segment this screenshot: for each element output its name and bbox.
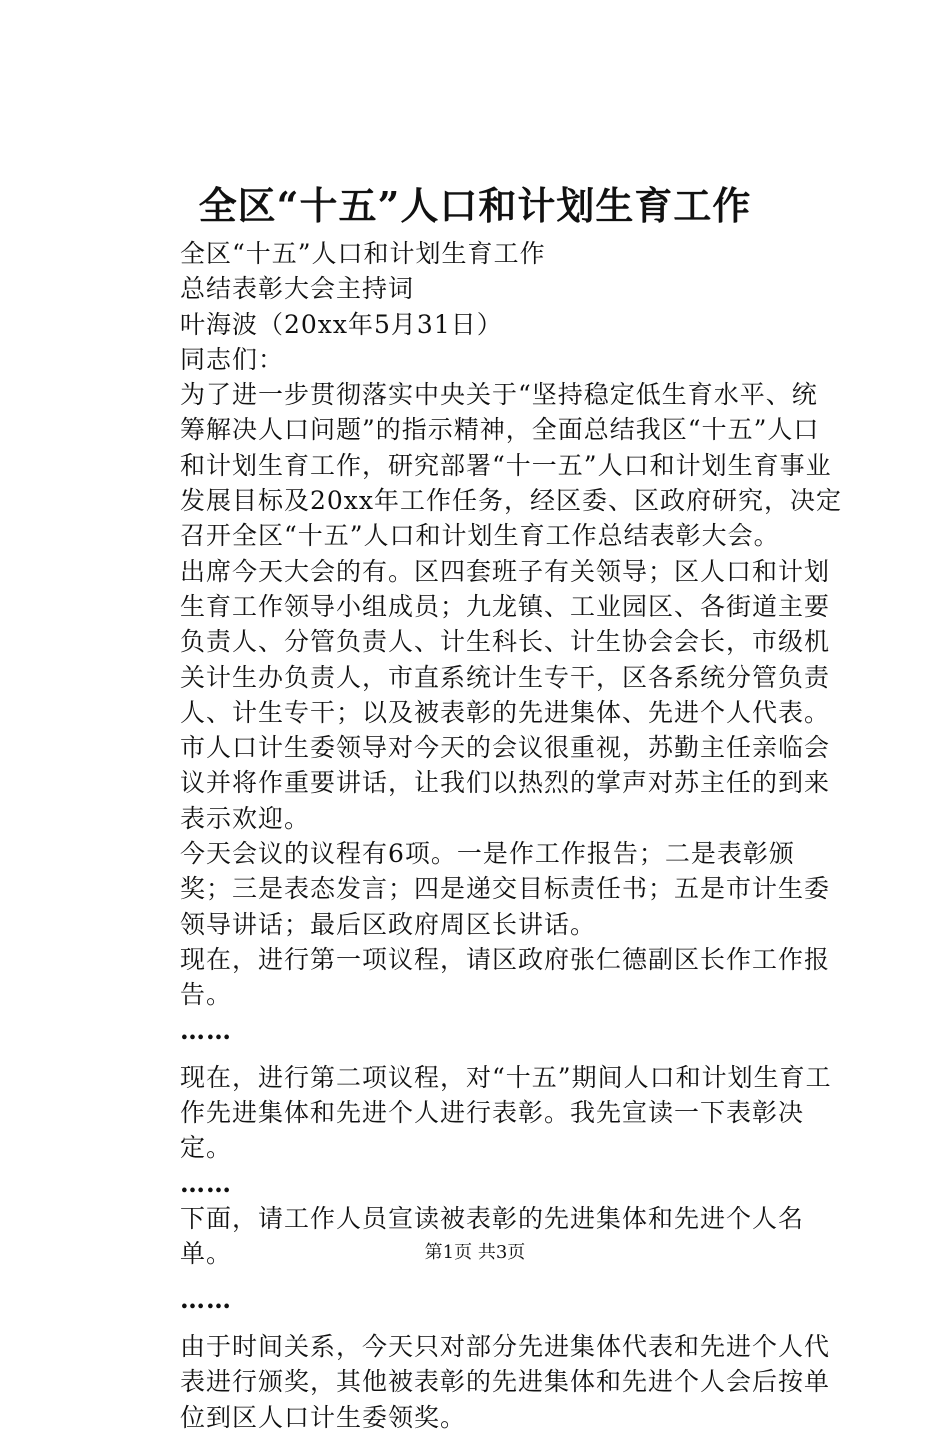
paragraph-3: 今天会议的议程有6项。一是作工作报告；二是表彰颁奖；三是表态发言；四是递交目标责任书；五是市计生委领导讲话；最后区政府周区长讲话。 bbox=[180, 839, 831, 939]
paragraph-5: 现在，进行第二项议程，对“十五”期间人口和计划生育工作先进集体和先进个人进行表彰。我先宣读一下表彰决定。 bbox=[180, 1062, 832, 1163]
page-number-footer: 第1页 共3页 bbox=[424, 1242, 526, 1263]
header-line-salutation: 同志们： bbox=[180, 344, 285, 374]
paragraph-7: 由于时间关系，今天只对部分先进集体代表和先进个人代表进行颁奖，其他被表彰的先进集体和先进个人会后按单位到区人口计生委领奖。 bbox=[180, 1331, 831, 1432]
ellipsis-1: …… bbox=[180, 1015, 232, 1045]
paragraph-6: 下面，请工作人员宣读被表彰的先进集体和先进个人名单。 bbox=[180, 1204, 805, 1269]
header-line-event: 全区“十五”人口和计划生育工作 bbox=[180, 239, 546, 268]
ellipsis-3: …… bbox=[180, 1284, 232, 1314]
paragraph-1: 为了进一步贯彻落实中央关于“坚持稳定低生育水平、统筹解决人口问题”的指示精神，全面总结我区“十五”人口和计划生育工作，研究部署“十一五”人口和计划生育事业发展目标及20xx年工作任务，经区委、区政府研究，决定召开全区“十五”人口和计划生育工作总结表彰大会。 bbox=[180, 380, 843, 551]
header-line-subtitle: 总结表彰大会主持词 bbox=[180, 274, 415, 304]
paragraph-4: 现在，进行第一项议程，请区政府张仁德副区长作工作报告。 bbox=[180, 944, 831, 1010]
header-line-author-date: 叶海波（20xx年5月31日） bbox=[180, 309, 503, 339]
paragraph-2: 出席今天大会的有。区四套班子有关领导；区人口和计划生育工作领导小组成员；九龙镇、工业园区、各街道主要负责人、分管负责人、计生科长、计生协会会长，市级机关计生办负责人，市直系统计生专干，区各系统分管负责人、计生专干；以及被表彰的先进集体、先进个人代表。市人口计生委领导对今天的会议很重视，苏勤主任亲临会议并将作重要讲话，让我们以热烈的掌声对苏主任的到来表示欢迎。 bbox=[180, 556, 831, 833]
document-title: 全区“十五”人口和计划生育工作 bbox=[198, 183, 752, 228]
ellipsis-2: …… bbox=[180, 1168, 232, 1198]
